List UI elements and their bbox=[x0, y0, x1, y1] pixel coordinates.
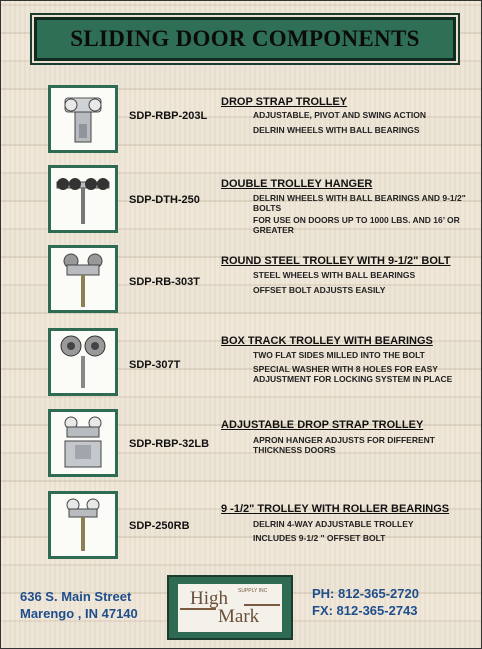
phone-number: PH: 812-365-2720 bbox=[312, 586, 419, 601]
fax-number: FX: 812-365-2743 bbox=[312, 603, 418, 618]
round-steel-trolley-icon bbox=[55, 249, 111, 309]
box-track-trolley-icon bbox=[55, 332, 111, 392]
product-desc-line: DELRIN WHEELS WITH BALL BEARINGS bbox=[253, 125, 420, 135]
product-image bbox=[48, 85, 118, 153]
logo-text-small: SUPPLY INC bbox=[238, 587, 268, 594]
product-desc-line: TWO FLAT SIDES MILLED INTO THE BOLT bbox=[253, 350, 425, 360]
product-image bbox=[48, 328, 118, 396]
product-name: 9 -1/2" TROLLEY WITH ROLLER BEARINGS bbox=[221, 503, 450, 515]
product-desc-line: FOR USE ON DOORS UP TO 1000 LBS. AND 16’ OR GREATER bbox=[253, 215, 460, 235]
product-image bbox=[48, 409, 118, 477]
logo-text-mark: Mark bbox=[218, 605, 260, 627]
product-image bbox=[48, 245, 118, 313]
product-desc-line: STEEL WHEELS WITH BALL BEARINGS bbox=[253, 270, 416, 280]
contact-block bbox=[312, 585, 419, 619]
company-logo bbox=[167, 575, 293, 640]
product-name: DOUBLE TROLLEY HANGER bbox=[221, 178, 373, 190]
product-sku: SDP-307T bbox=[129, 359, 181, 371]
product-desc-line: DELRIN WHEELS WITH BALL BEARINGS AND 9-1/2" BOLTS bbox=[253, 193, 466, 213]
product-desc-line: APRON HANGER ADJUSTS FOR DIFFERENT THICKNESS DOORS bbox=[253, 435, 435, 455]
adjustable-drop-strap-trolley-icon bbox=[55, 413, 111, 473]
product-name: ADJUSTABLE DROP STRAP TROLLEY bbox=[221, 419, 424, 431]
product-name: BOX TRACK TROLLEY WITH BEARINGS bbox=[221, 335, 433, 347]
product-desc-line: ADJUSTABLE, PIVOT AND SWING ACTION bbox=[253, 110, 426, 120]
roller-bearing-trolley-icon bbox=[55, 495, 111, 555]
address-street: 636 S. Main Street bbox=[20, 589, 132, 604]
product-sku: SDP-RBP-32LB bbox=[129, 438, 210, 450]
product-sku: SDP-RB-303T bbox=[129, 276, 200, 288]
page-title: SLIDING DOOR COMPONENTS bbox=[70, 26, 420, 51]
product-name: DROP STRAP TROLLEY bbox=[221, 96, 348, 108]
product-sku: SDP-DTH-250 bbox=[129, 194, 200, 206]
product-sku: SDP-250RB bbox=[129, 520, 190, 532]
logo-panel bbox=[178, 584, 282, 632]
logo-text-high: High bbox=[190, 587, 228, 609]
product-desc-line: SPECIAL WASHER WITH 8 HOLES FOR EASY ADJUSTMENT FOR LOCKING SYSTEM IN PLACE bbox=[253, 364, 453, 384]
product-desc-line: OFFSET BOLT ADJUSTS EASILY bbox=[253, 285, 386, 295]
product-desc-line: DELRIN 4-WAY ADJUSTABLE TROLLEY bbox=[253, 519, 414, 529]
product-name: ROUND STEEL TROLLEY WITH 9-1/2" BOLT bbox=[221, 255, 451, 267]
address-block bbox=[20, 588, 138, 622]
address-city: Marengo , IN 47140 bbox=[20, 606, 138, 621]
drop-strap-trolley-icon bbox=[55, 90, 111, 148]
product-image bbox=[48, 165, 118, 233]
product-sku: SDP-RBP-203L bbox=[129, 110, 208, 122]
title-banner bbox=[34, 17, 456, 61]
product-image bbox=[48, 491, 118, 559]
double-trolley-hanger-icon bbox=[53, 170, 113, 228]
product-desc-line: INCLUDES 9-1/2 " OFFSET BOLT bbox=[253, 533, 386, 543]
